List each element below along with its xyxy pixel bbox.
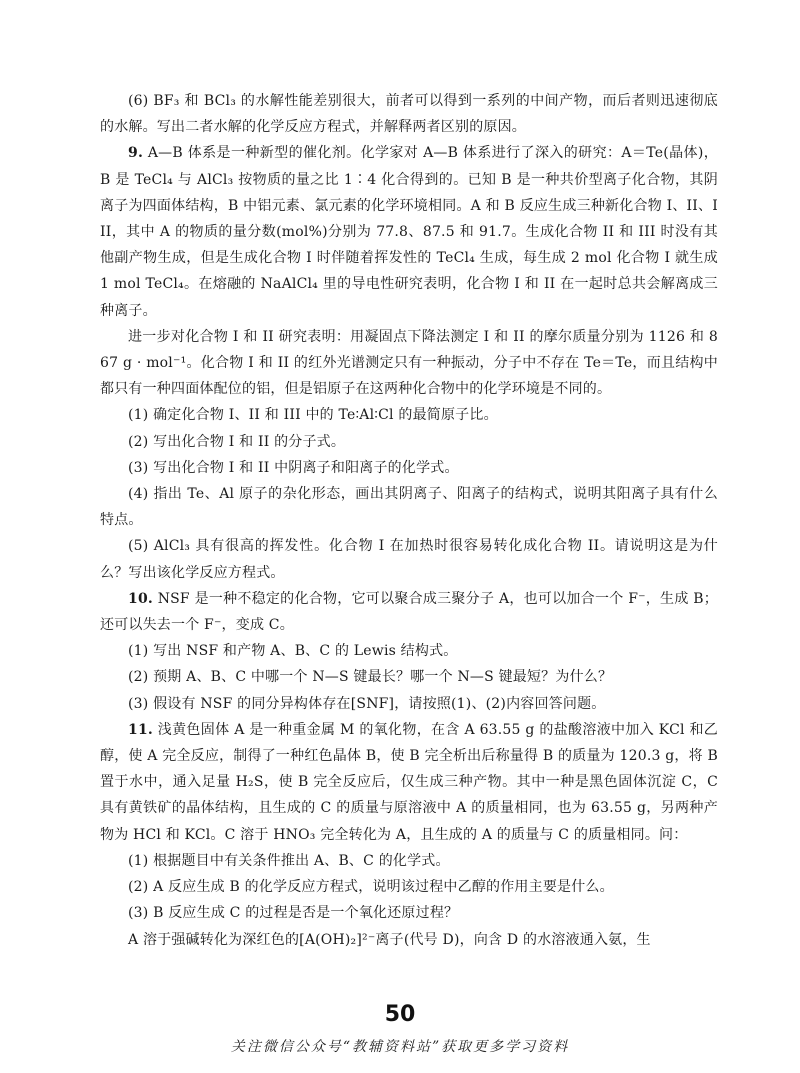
paragraph-text: (1) 写出 NSF 和产物 A、B、C 的 Lewis 结构式。: [128, 643, 458, 660]
page-number: 50: [384, 1002, 416, 1027]
paragraph-q10-part3: [100, 691, 718, 717]
question-number: 11.: [128, 721, 153, 738]
paragraph-text: A—B 体系是一种新型的催化剂。化学家对 A—B 体系进行了深入的研究：A＝Te(晶体)，B 是 TeCl₄ 与 AlCl₃ 按物质的量之比 1∶4 化合得到的。已知 B 是一种共价型离子化合物，其阴离子为四面体结构，B 中铝元素、氯元素的化学环境相同。A 和 B 反应生成三种新化合物 I、II、III，其中 A 的物质的量分数(mol%)分别为 77.8、87.5 和 91.7。生成化合物 II 和 III 时没有其他副产物生成，但是生成化合物 I 时伴随着挥发性的 TeCl₄ 生成，每生成 2 mol 化合物 I 就生成 1 mol TeCl₄。在熔融的 NaAlCl₄ 里的导电性研究表明，化合物 I 和 II 在一起时总共会解离成三种离子。: [100, 145, 718, 319]
paragraph-text: (5) AlCl₃ 具有很高的挥发性。化合物 I 在加热时很容易转化成化合物 II。请说明这是为什么？写出该化学反应方程式。: [100, 538, 718, 581]
paragraph-q11-part3: [100, 900, 718, 926]
paragraph-text: NSF 是一种不稳定的化合物，它可以聚合成三聚分子 A，也可以加合一个 F⁻，生成 B；还可以失去一个 F⁻，变成 C。: [100, 590, 718, 634]
paragraph-text: (2) A 反应生成 B 的化学反应方程式，说明该过程中乙醇的作用主要是什么。: [128, 879, 614, 896]
paragraph-q10-part1: [100, 638, 718, 664]
paragraph-q9-part5: [100, 533, 718, 585]
paragraph-text: (3) B 反应生成 C 的过程是否是一个氧化还原过程？: [128, 905, 459, 922]
footer-watermark-text: 关注微信公众号“教辅资料站”获取更多学习资料: [230, 1039, 570, 1055]
paragraph-q9-stem: [100, 140, 718, 323]
paragraph-text: (1) 根据题目中有关条件推出 A、B、C 的化学式。: [128, 852, 450, 869]
paragraph-text: (3) 写出化合物 I 和 II 中阴离子和阳离子的化学式。: [128, 459, 459, 476]
paragraph-q9-part1: [100, 402, 718, 428]
paragraph-q6-part6: [100, 88, 718, 140]
paragraph-text: (1) 确定化合物 I、II 和 III 中的 Te∶Al∶Cl 的最简原子比。: [128, 407, 498, 424]
paragraph-text: (4) 指出 Te、Al 原子的杂化形态，画出其阴离子、阳离子的结构式，说明其阳离子具有什么特点。: [100, 486, 718, 529]
paragraph-q11-continued: [100, 927, 718, 953]
paragraph-q9-part3: [100, 455, 718, 481]
paragraph-text: (2) 写出化合物 I 和 II 的分子式。: [128, 433, 346, 450]
paragraph-q9-further: [100, 324, 718, 403]
paragraph-q10-stem: [100, 586, 718, 638]
paragraph-q10-part2: [100, 664, 718, 690]
paragraph-text: A 溶于强碱转化为深红色的[A(OH)₂]²⁻离子(代号 D)，向含 D 的水溶液通入氨，生: [128, 931, 651, 948]
paragraph-text: (2) 预期 A、B、C 中哪一个 N—S 键最长？哪一个 N—S 键最短？为什么？: [128, 669, 613, 686]
question-number: 9.: [128, 145, 144, 162]
paragraph-text: 进一步对化合物 I 和 II 研究表明：用凝固点下降法测定 I 和 II 的摩尔质量分别为 1126 和 867 g · mol⁻¹。化合物 I 和 II 的红外光谱测定只有一种振动，分子中不存在 Te＝Te，而且结构中都只有一种四面体配位的铝，但是铝原子在这两种化合物中的化学环境是不同的。: [100, 328, 718, 398]
paragraph-text: (3) 假设有 NSF 的同分异构体存在[SNF]，请按照(1)、(2)内容回答问题。: [128, 695, 606, 712]
paragraph-q11-stem: [100, 717, 718, 848]
paragraph-q9-part2: [100, 429, 718, 455]
paragraph-q9-part4: [100, 481, 718, 533]
question-number: 10.: [128, 590, 153, 607]
paragraph-text: 浅黄色固体 A 是一种重金属 M 的氧化物，在含 A 63.55 g 的盐酸溶液中加入 KCl 和乙醇，使 A 完全反应，制得了一种红色晶体 B，使 B 完全析出后称量得 B 的质量为 120.3 g，将 B 置于水中，通入足量 H₂S，使 B 完全反应后，仅生成三种产物。其中一种是黑色固体沉淀 C，C 具有黄铁矿的晶体结构，且生成的 C 的质量与原溶液中 A 的质量相同，也为 63.55 g，另两种产物为 HCl 和 KCl。C 溶于 HNO₃ 完全转化为 A，且生成的 A 的质量与 C 的质量相同。问：: [100, 721, 718, 843]
paragraph-text: (6) BF₃ 和 BCl₃ 的水解性能差别很大，前者可以得到一系列的中间产物，而后者则迅速彻底的水解。写出二者水解的化学反应方程式，并解释两者区别的原因。: [100, 93, 718, 136]
paragraph-q11-part1: [100, 848, 718, 874]
page-body: [100, 88, 718, 953]
paragraph-q11-part2: [100, 874, 718, 900]
